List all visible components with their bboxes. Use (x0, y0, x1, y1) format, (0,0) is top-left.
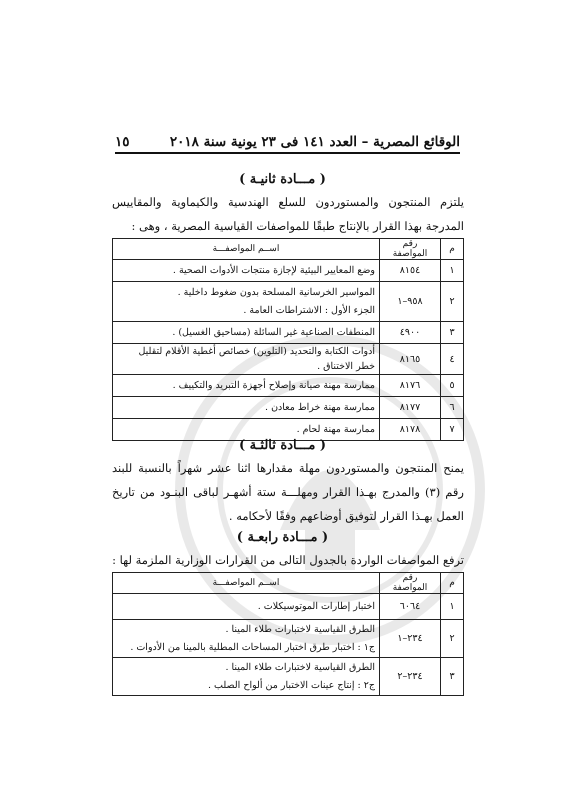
spec-name (113, 260, 380, 282)
spec-name-line: الجزء الأول : الاشتراطات العامة . (243, 305, 375, 316)
spec-name-line: ج٢ : إنتاج عينات الاختبار من ألواح الصلب . (208, 680, 375, 691)
spec-code: ٢٣٤–١ (380, 620, 441, 658)
spec-name-line: اختبار إطارات الموتوسيكلات . (257, 601, 375, 612)
spec-name (113, 658, 380, 696)
row-number: ١ (441, 594, 464, 620)
table-row (113, 282, 464, 322)
table-row (113, 397, 464, 419)
page-header (115, 128, 460, 154)
spec-name-line: ممارسة مهنة لحام . (296, 424, 375, 435)
col-header-name: اســم المواصفـــة (113, 239, 380, 260)
spec-name-line: ممارسة مهنة صيانة وإصلاح أجهزة التبريد والتكييف . (172, 380, 375, 391)
col-header-code: رقم المواصفة (380, 573, 441, 594)
article-2-heading: ( مـــادة ثانيـة ) (239, 172, 326, 187)
spec-code: ٩٥٨–١ (380, 282, 441, 322)
spec-name-line: أدوات الكتابة والتحديد (التلوين) خصائص أغطية الأقلام لتقليل خطر الاختناق . (138, 346, 375, 372)
spec-name (113, 375, 380, 397)
article-3-heading: ( مـــادة ثالثـة ) (238, 438, 327, 453)
spec-code: ٨١٥٤ (380, 260, 441, 282)
table-row (113, 375, 464, 397)
spec-name (113, 397, 380, 419)
spec-code: ٨١٧٧ (380, 397, 441, 419)
spec-name (113, 344, 380, 375)
spec-name (113, 322, 380, 344)
table-row (113, 344, 464, 375)
article-4-table-body (113, 594, 464, 696)
spec-name (113, 282, 380, 322)
col-header-num: م (441, 239, 464, 260)
spec-name (113, 594, 380, 620)
table-row (113, 620, 464, 658)
spec-name (113, 620, 380, 658)
header-title: الوقائع المصرية – العدد ١٤١ فى ٢٣ يونية سنة ٢٠١٨ (169, 134, 460, 150)
row-number: ٢ (441, 282, 464, 322)
article-2-table-body (113, 260, 464, 441)
table-row (113, 658, 464, 696)
spec-name-line: ممارسة مهنة خراط معادن . (265, 402, 375, 413)
col-header-num: م (441, 573, 464, 594)
col-header-code: رقم المواصفة (380, 239, 441, 260)
spec-code: ٦٠٦٤ (380, 594, 441, 620)
article-4-heading: ( مـــادة رابعـة ) (236, 530, 329, 545)
table-row (113, 322, 464, 344)
spec-name-line: المواسير الخرسانية المسلحة بدون ضغوط داخلية . (177, 287, 375, 298)
article-3-text: يمنح المنتجون والمستوردون مهلة مقدارها اثنا عشر شهراً بالنسبة للبند رقم (٣) والمدرج بهـذا القرار ومهلـــة ستة أشهـر لباقى البنـود من تاريخ العمل بهـذا القرار لتوفيق أوضاعهم وفقًا لأحكامه . (112, 461, 464, 523)
spec-name-line: الطرق القياسية لاختبارات طلاء المينا . (225, 624, 375, 635)
row-number: ٣ (441, 322, 464, 344)
row-number: ٣ (441, 658, 464, 696)
article-4-table (112, 572, 464, 696)
spec-name-line: المنطفات الصناعية غير السائلة (مساحيق الغسيل) . (172, 327, 375, 338)
spec-name-line: وضع المعايير البيئية لإجازة منتجات الأدوات الصحية . (172, 265, 375, 276)
table-header-row (113, 239, 464, 260)
row-number: ٧ (441, 419, 464, 441)
spec-code: ٨١٦٥ (380, 344, 441, 375)
col-header-name: اســم المواصفـــة (113, 573, 380, 594)
page-number: ١٥ (115, 134, 130, 150)
spec-code: ٨١٧٨ (380, 419, 441, 441)
spec-code: ٢٣٤–٢ (380, 658, 441, 696)
spec-name-line: الطرق القياسية لاختبارات طلاء المينا . (225, 662, 375, 673)
table-header-row (113, 573, 464, 594)
spec-code: ٤٩٠٠ (380, 322, 441, 344)
table-row (113, 594, 464, 620)
spec-code: ٨١٧٦ (380, 375, 441, 397)
table-row (113, 260, 464, 282)
row-number: ٥ (441, 375, 464, 397)
article-2-table (112, 238, 464, 441)
row-number: ٢ (441, 620, 464, 658)
row-number: ٤ (441, 344, 464, 375)
spec-name-line: ج١ : اختبار طرق اختبار المساحات المطلية بالمينا من الأدوات . (130, 642, 375, 653)
article-4-text: ترفع المواصفات الواردة بالجدول التالى من القرارات الوزارية الملزمة لها : (112, 553, 464, 567)
article-2-text: يلتزم المنتجون والمستوردون للسلع الهندسية والكيماوية والمقاييس المدرجة بهذا القرار بالإنتاج طبقًا للمواصفات القياسية المصرية ، وهى : (112, 195, 464, 233)
row-number: ١ (441, 260, 464, 282)
row-number: ٦ (441, 397, 464, 419)
